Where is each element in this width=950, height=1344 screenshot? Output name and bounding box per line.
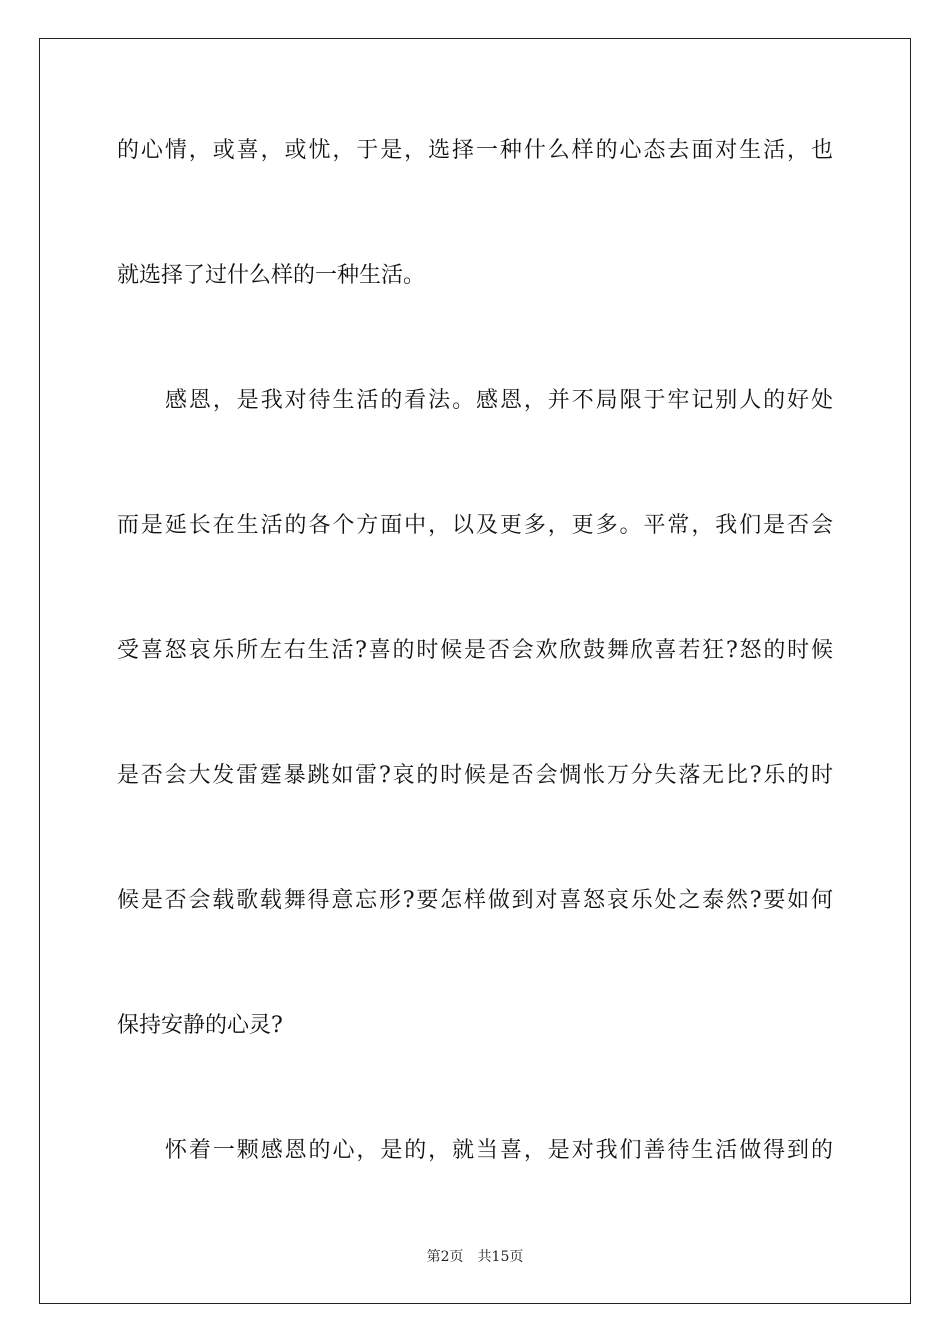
text-line-9: 怀着一颗感恩的心，是的，就当喜，是对我们善待生活做得到的 (165, 1138, 833, 1163)
page-border (39, 38, 911, 1304)
text-line-5: 受喜怒哀乐所左右生活?喜的时候是否会欢欣鼓舞欣喜若狂?怒的时候 (117, 638, 833, 663)
page-total: 共15页 (477, 1249, 524, 1265)
text-line-2: 就选择了过什么样的一种生活。 (117, 263, 426, 288)
text-line-3: 感恩，是我对待生活的看法。感恩，并不局限于牢记别人的好处 (165, 388, 833, 413)
text-line-7: 候是否会载歌载舞得意忘形?要怎样做到对喜怒哀乐处之泰然?要如何 (117, 888, 833, 913)
text-line-8: 保持安静的心灵? (117, 1013, 283, 1038)
page-footer (0, 1248, 950, 1266)
page-number: 第2页 (426, 1249, 464, 1265)
text-line-6: 是否会大发雷霆暴跳如雷?哀的时候是否会惆怅万分失落无比?乐的时 (117, 763, 833, 788)
text-line-4: 而是延长在生活的各个方面中，以及更多，更多。平常，我们是否会 (117, 513, 833, 538)
text-line-1: 的心情，或喜，或忧，于是，选择一种什么样的心态去面对生活，也 (117, 138, 833, 163)
